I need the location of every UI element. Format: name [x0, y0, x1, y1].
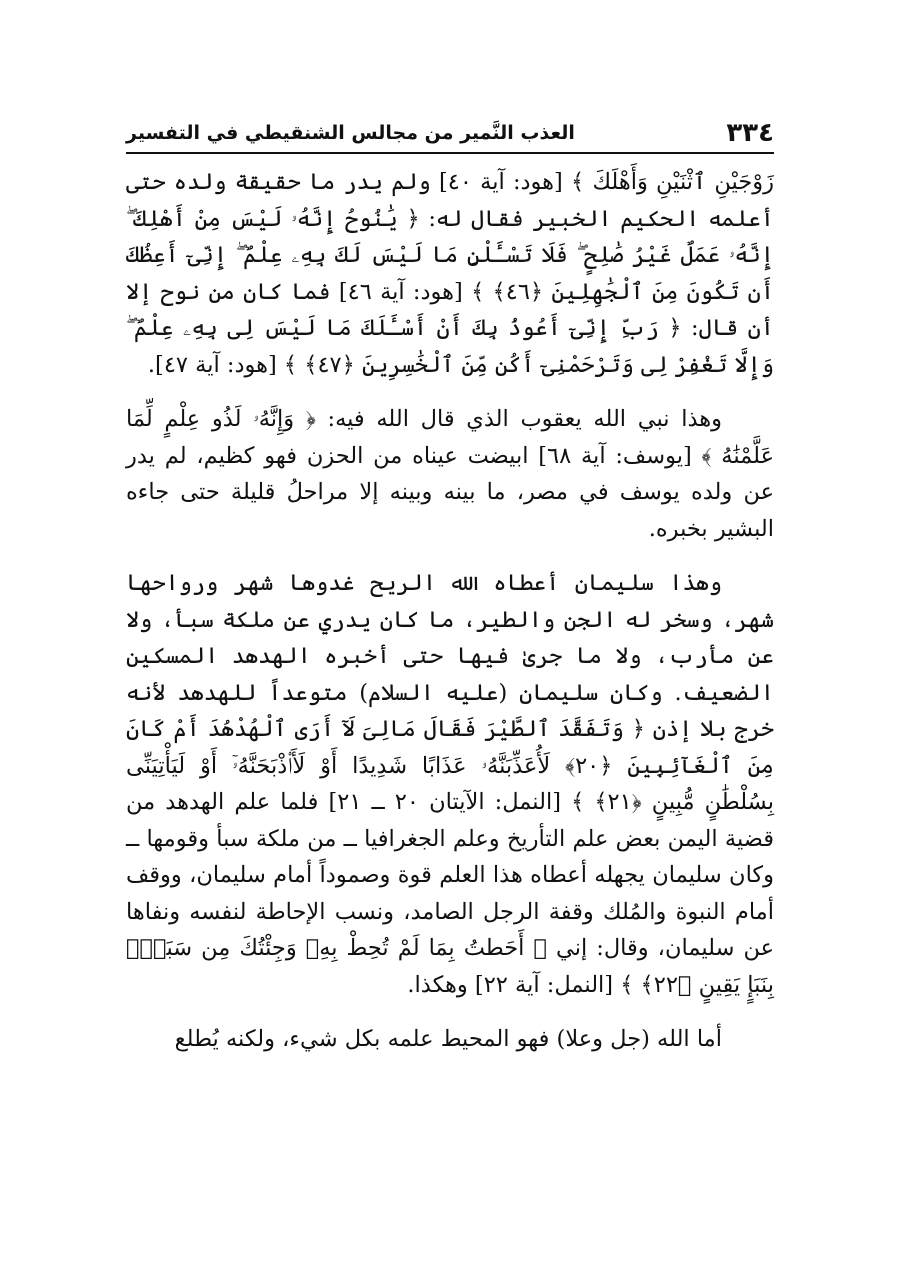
body-text	[126, 164, 774, 1058]
paragraph-noah: زَوْجَيْنِ ٱثْنَيْنِ وَأَهْلَكَ ﴾ [هود: آية ٤٠] ولم يدر ما حقيقة ولده حتى أعلمه الحكيم الخبير فقال له: ﴿ يَٰنُوحُ إِنَّهُۥ لَيْسَ مِنْ أَهْلِكَ ۖ إِنَّهُۥ عَمَلٌ غَيْرُ صَٰلِحٍ ۖ فَلَا تَسْـَٔلْنِ مَا لَيْسَ لَكَ بِهِۦ عِلْمٌ ۖ إِنِّىٓ أَعِظُكَ أَن تَكُونَ مِنَ ٱلْجَٰهِلِينَ ﴿٤٦﴾ ﴾ [هود: آية ٤٦] فما كان من نوح إلا أن قال: ﴿ رَبِّ إِنِّىٓ أَعُوذُ بِكَ أَنْ أَسْـَٔلَكَ مَا لَيْسَ لِى بِهِۦ عِلْمٌ ۖ وَإِلَّا تَغْفِرْ لِى وَتَرْحَمْنِىٓ أَكُن مِّنَ ٱلْخَٰسِرِينَ ﴿٤٧﴾ ﴾ [هود: آية ٤٧].	[126, 169, 775, 378]
page-number: ٣٣٤	[726, 118, 774, 148]
running-head	[126, 108, 774, 148]
paragraph-allah: أما الله (جل وعلا) فهو المحيط علمه بكل شيء، ولكنه يُطلع	[174, 1026, 722, 1052]
running-title: العذب النَّمير من مجالس الشنقيطي في التفسير	[126, 122, 575, 144]
paragraph-solomon: وهذا سليمان أعطاه الله الريح غدوها شهر ورواحها شهر، وسخر له الجن والطير، ما كان يدري عن ملكة سبأ، ولا عن مأرب، ولا ما جرىٰ فيها حتى أخبره الهدهد المسكين الضعيف. وكان سليمان (عليه السلام) متوعداً للهدهد لأنه خرج بلا إذن ﴿ وَتَفَقَّدَ ٱلطَّيْرَ فَقَالَ مَالِىَ لَآ أَرَى ٱلْهُدْهُدَ أَمْ كَانَ مِنَ ٱلْغَآئِبِينَ ﴿٢٠﴾ لَأُعَذِّبَنَّهُۥ عَذَابًا شَدِيدًا أَوْ لَأَا۟ذْبَحَنَّهُۥٓ أَوْ لَيَأْتِيَنِّى بِسُلْطَٰنٍ مُّبِينٍ ﴿٢١﴾ ﴾ [النمل: الآيتان ٢٠ ــ ٢١] فلما علم الهدهد من قضية اليمن بعض علم التأريخ وعلم الجغرافيا ــ من ملكة سبأ وقومها ــ وكان سليمان يجهله أعطاه هذا العلم قوة وصموداً أمام سليمان، ووقف أمام النبوة والمُلك وقفة الرجل الصامد، ونسب الإحاطة لنفسه ونفاها عن سليمان، وقال: إني ﴿ أَحَطتُ بِمَا لَمْ تُحِطْ بِهِۦ وَجِئْتُكَ مِن سَبَإٍۭ بِنَبَإٍ يَقِينٍ ﴿٢٢﴾ ﴾ [النمل: آية ٢٢] وهكذا.	[126, 570, 775, 998]
paragraph-jacob: وهذا نبي الله يعقوب الذي قال الله فيه: ﴿ وَإِنَّهُۥ لَذُو عِلْمٍ لِّمَا عَلَّمْنَٰهُ ﴾ [يوسف: آية ٦٨] ابيضت عيناه من الحزن فهو كظيم، لم يدر عن ولده يوسف في مصر، ما بينه وبينه إلا مراحلُ قليلة حتى جاءه البشير بخبره.	[126, 406, 775, 542]
header-rule	[126, 152, 774, 154]
